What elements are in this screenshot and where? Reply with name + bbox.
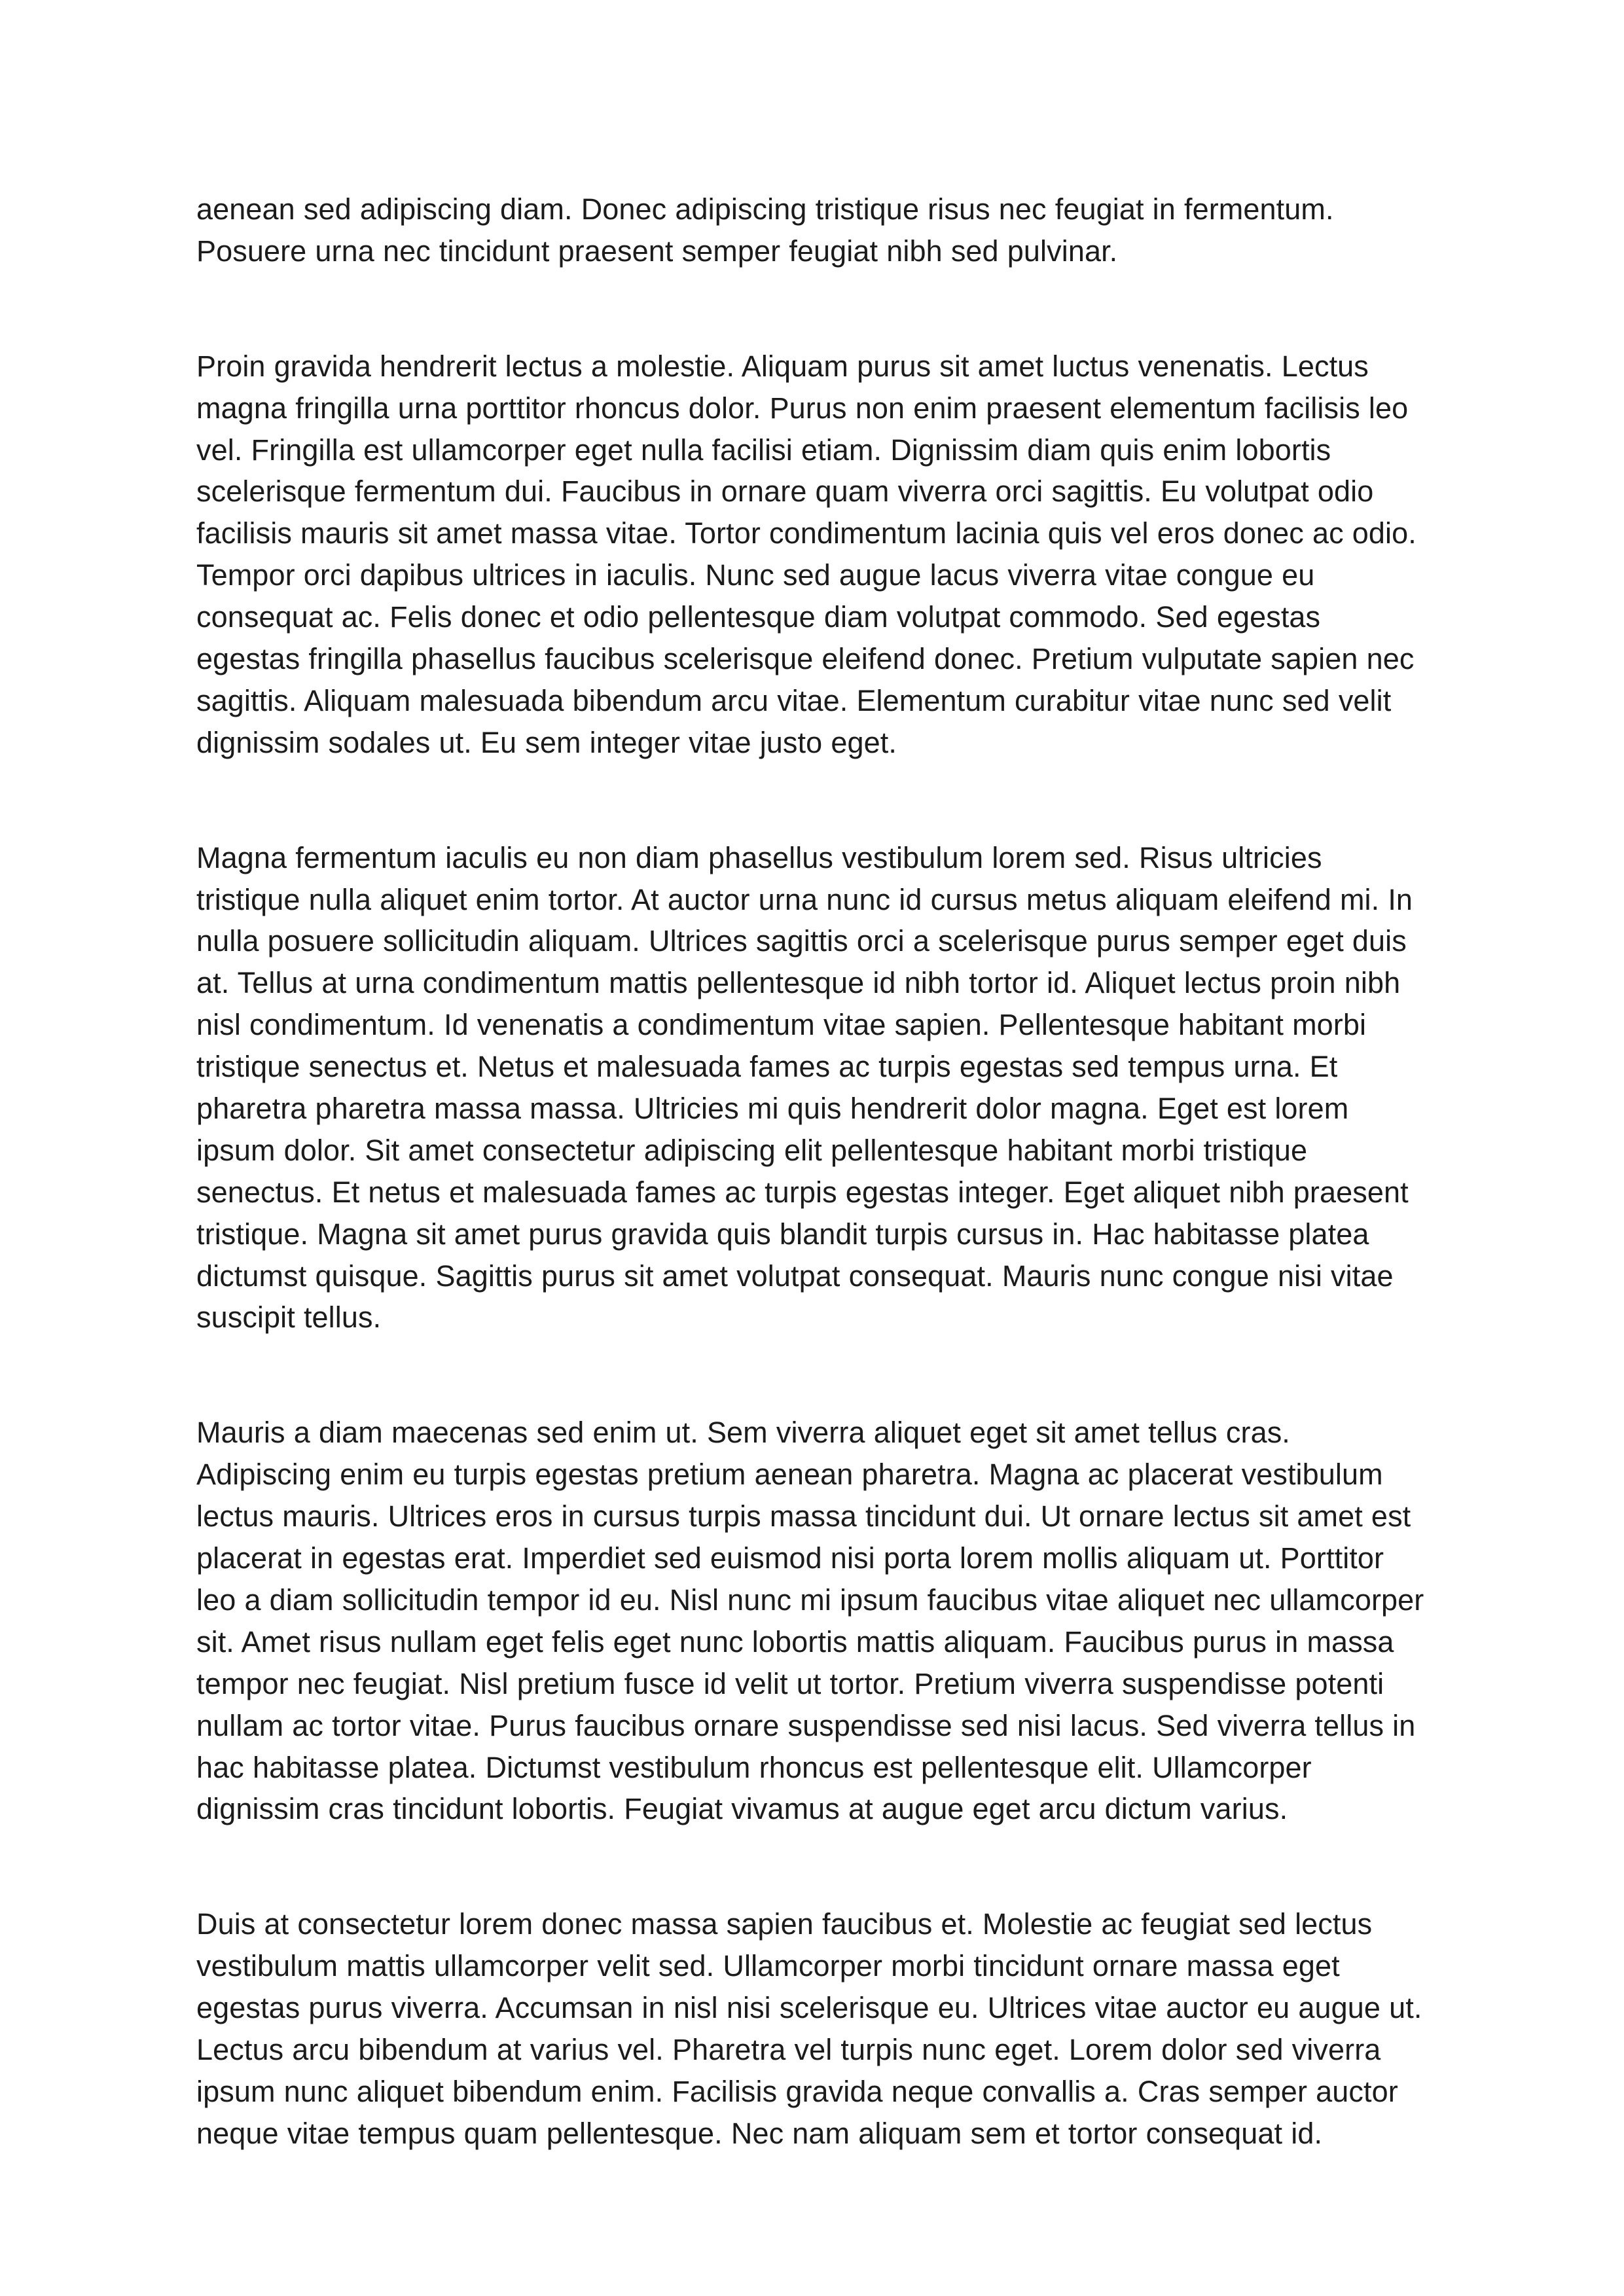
paragraph: Magna fermentum iaculis eu non diam phasellus vestibulum lorem sed. Risus ultricies tristique nulla aliquet enim tortor. At auctor urna nunc id cursus metus aliquam eleifend mi. In nulla posuere sollicitudin aliquam. Ultrices sagittis orci a scelerisque purus semper eget duis at. Tellus at urna condimentum mattis pellentesque id nibh tortor id. Aliquet lectus proin nibh nisl condimentum. Id venenatis a condimentum vitae sapien. Pellentesque habitant morbi tristique senectus et. Netus et malesuada fames ac turpis egestas sed tempus urna. Et pharetra pharetra massa massa. Ultricies mi quis hendrerit dolor magna. Eget est lorem ipsum dolor. Sit amet consectetur adipiscing elit pellentesque habitant morbi tristique senectus. Et netus et malesuada fames ac turpis egestas integer. Eget aliquet nibh praesent tristique. Magna sit amet purus gravida quis blandit turpis cursus in. Hac habitasse platea dictumst quisque. Sagittis purus sit amet volutpat consequat. Mauris nunc congue nisi vitae suscipit tellus. [196,840,1413,1335]
paragraph: Mauris a diam maecenas sed enim ut. Sem viverra aliquet eget sit amet tellus cras. Adipiscing enim eu turpis egestas pretium aenean pharetra. Magna ac placerat vestibulum lectus mauris. Ultrices eros in cursus turpis massa tincidunt dui. Ut ornare lectus sit amet est placerat in egestas erat. Imperdiet sed euismod nisi porta lorem mollis aliquam ut. Porttitor leo a diam sollicitudin tempor id eu. Nisl nunc mi ipsum faucibus vitae aliquet nec ullamcorper sit. Amet risus nullam eget felis eget nunc lobortis mattis aliquam. Faucibus purus in massa tempor nec feugiat. Nisl pretium fusce id velit ut tortor. Pretium viverra suspendisse potenti nullam ac tortor vitae. Purus faucibus ornare suspendisse sed nisi lacus. Sed viverra tellus in hac habitasse platea. Dictumst vestibulum rhoncus est pellentesque elit. Ullamcorper dignissim cras tincidunt lobortis. Feugiat vivamus at augue eget arcu dictum varius. [196,1416,1424,1826]
paragraph: Proin gravida hendrerit lectus a molestie. Aliquam purus sit amet luctus venenatis. Lectus magna fringilla urna porttitor rhoncus dolor. Purus non enim praesent elementum facilisis leo vel. Fringilla est ullamcorper eget nulla facilisi etiam. Dignissim diam quis enim lobortis scelerisque fermentum dui. Faucibus in ornare quam viverra orci sagittis. Eu volutpat odio facilisis mauris sit amet massa vitae. Tortor condimentum lacinia quis vel eros donec ac odio. Tempor orci dapibus ultrices in iaculis. Nunc sed augue lacus viverra vitae congue eu consequat ac. Felis donec et odio pellentesque diam volutpat commodo. Sed egestas egestas fringilla phasellus faucibus scelerisque eleifend donec. Pretium vulputate sapien nec sagittis. Aliquam malesuada bibendum arcu vitae. Elementum curabitur vitae nunc sed velit dignissim sodales ut. Eu sem integer vitae justo eget. [196,349,1416,759]
paragraph: aenean sed adipiscing diam. Donec adipiscing tristique risus nec feugiat in fermentum. Posuere urna nec tincidunt praesent semper feugiat nibh sed pulvinar. [196,192,1334,268]
paragraph: Duis at consectetur lorem donec massa sapien faucibus et. Molestie ac feugiat sed lectus vestibulum mattis ullamcorper velit sed. Ullamcorper morbi tincidunt ornare massa eget egestas purus viverra. Accumsan in nisl nisi scelerisque eu. Ultrices vitae auctor eu augue ut. Lectus arcu bibendum at varius vel. Pharetra vel turpis nunc eget. Lorem dolor sed viverra ipsum nunc aliquet bibendum enim. Facilisis gravida neque convallis a. Cras semper auctor neque vitae tempus quam pellentesque. Nec nam aliquam sem et tortor consequat id. [196,1907,1422,2150]
